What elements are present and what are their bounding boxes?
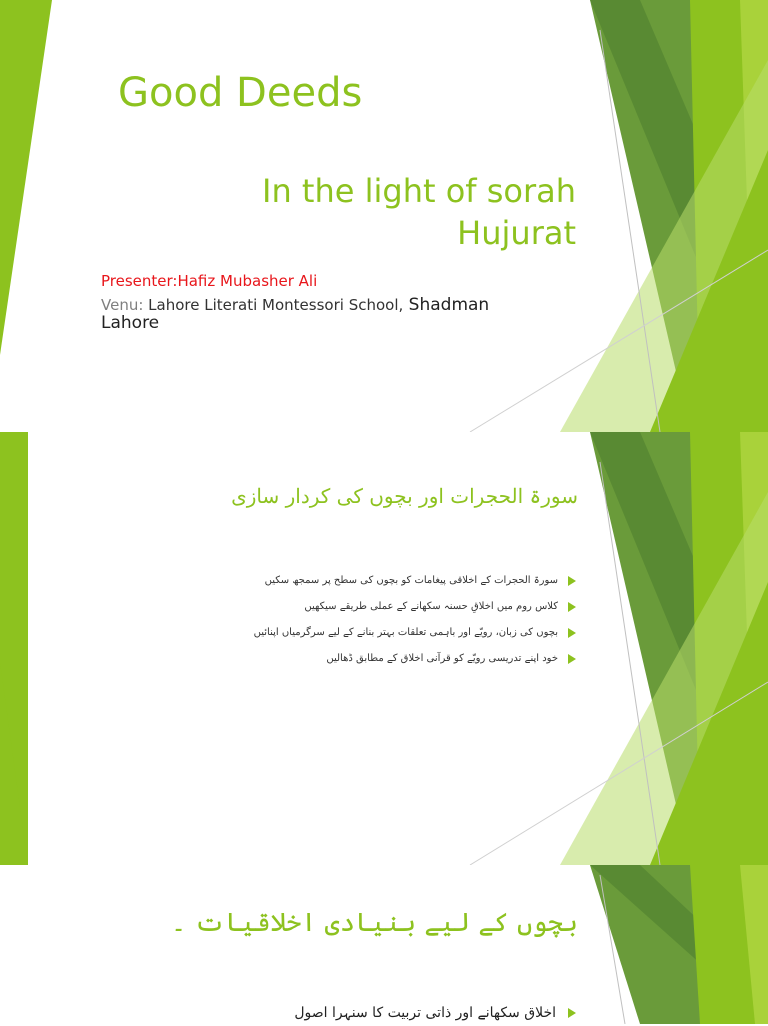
slide-title: Good Deeds bbox=[118, 70, 363, 116]
triangle-bullet-icon bbox=[568, 576, 576, 586]
list-item: بچوں کی زبان، رویّے اور باہمی تعلقات بہتر بنانے کے لیے سرگرمیاں اپنائیں bbox=[156, 622, 576, 648]
triangle-bullet-icon bbox=[568, 628, 576, 638]
venue-city: Shadman Lahore bbox=[101, 295, 490, 333]
triangle-bullet-icon bbox=[568, 654, 576, 664]
slide-2-bullet-list bbox=[156, 570, 576, 674]
slide-3-bullet-list bbox=[156, 1000, 576, 1026]
list-item: اخلاق سکھانے اور ذاتی تربیت کا سنہرا اصول bbox=[156, 1000, 576, 1026]
list-item: خود اپنے تدریسی رویّے کو قرآنی اخلاق کے مطابق ڈھالیں bbox=[156, 648, 576, 674]
venue-text: Lahore Literati Montessori School, bbox=[143, 296, 404, 314]
slide-2-title: سورۃ الحجرات اور بچوں کی کردار سازی bbox=[231, 484, 578, 508]
presenter-name: Presenter:Hafiz Mubasher Ali bbox=[101, 272, 318, 290]
slide-1 bbox=[0, 0, 768, 432]
slide-subtitle: In the light of sorah Hujurat bbox=[262, 172, 576, 252]
venue-label: Venu: bbox=[101, 296, 144, 314]
triangle-bullet-icon bbox=[568, 1008, 576, 1018]
venue-line bbox=[101, 296, 541, 332]
list-item: سورۃ الحجرات کے اخلاقی پیغامات کو بچوں کی سطح پر سمجھ سکیں bbox=[156, 570, 576, 596]
triangle-bullet-icon bbox=[568, 602, 576, 612]
list-item: کلاس روم میں اخلاقِ حسنہ سکھانے کے عملی طریقے سیکھیں bbox=[156, 596, 576, 622]
slide-3-title: بچوں کے لیے بنیادی اخلاقیات ۔ bbox=[171, 908, 578, 938]
